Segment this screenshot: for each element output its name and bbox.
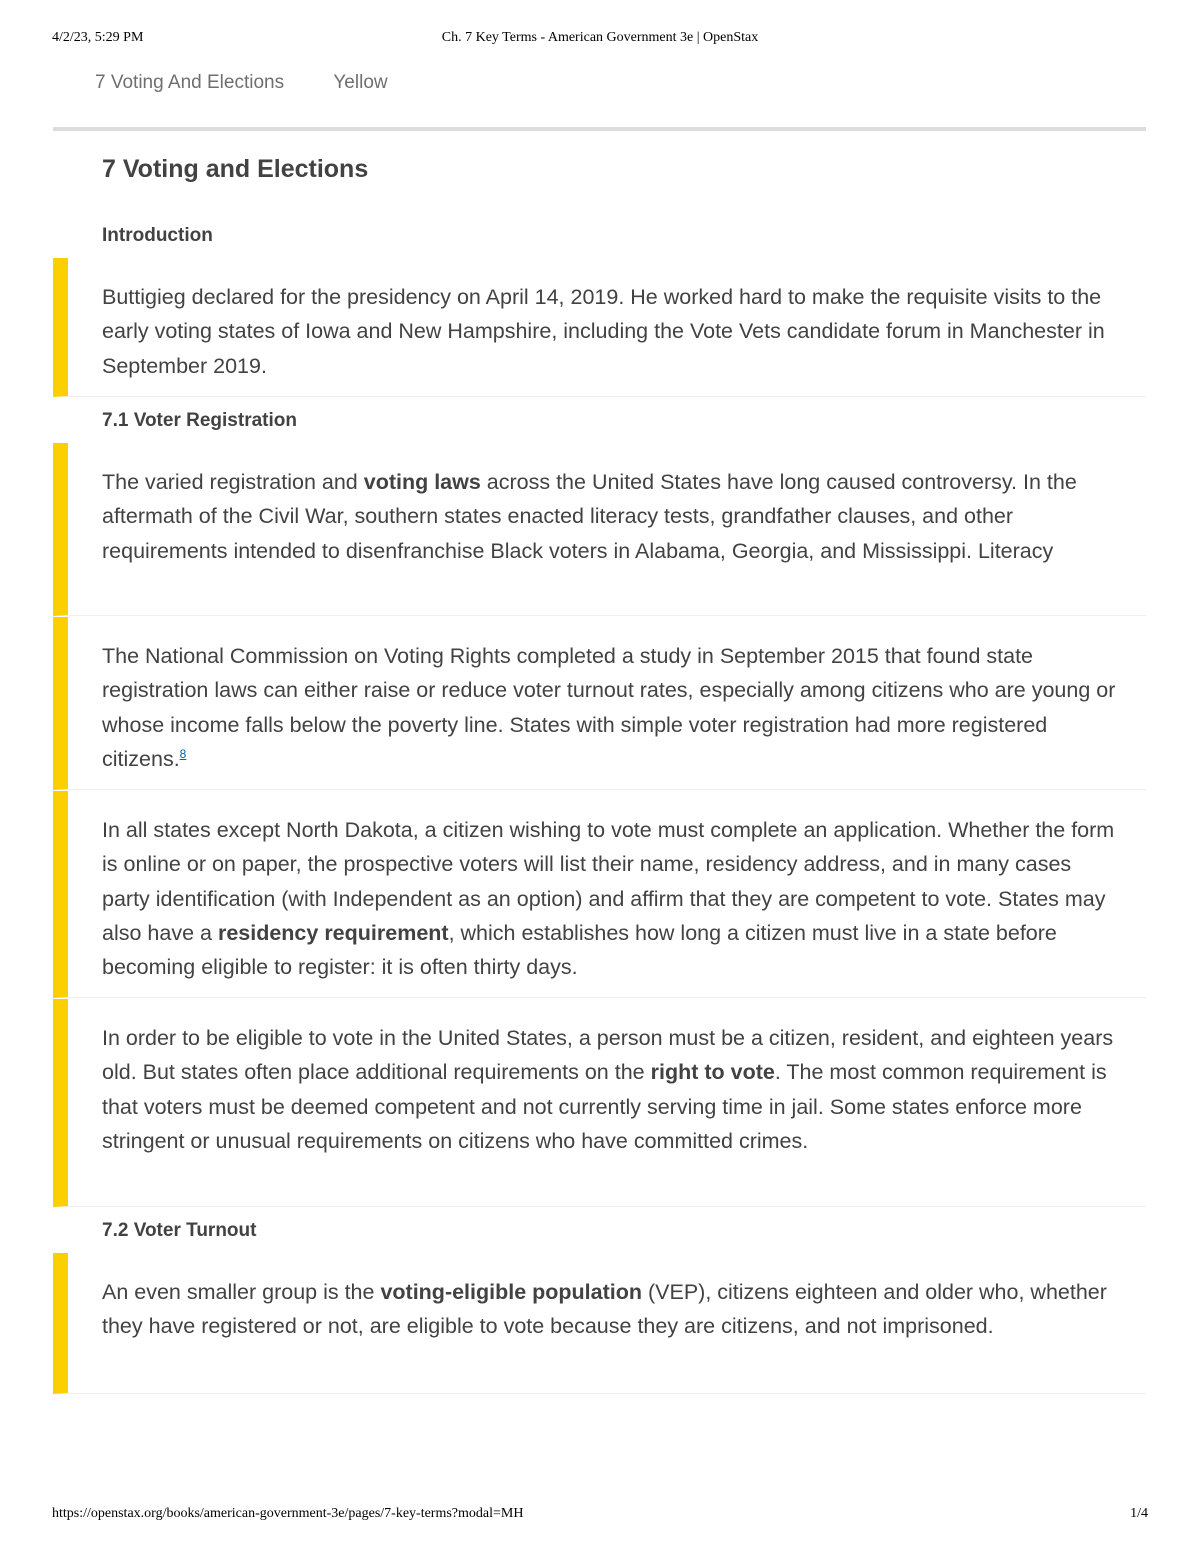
key-term: right to vote [650,1060,775,1085]
highlight-card[interactable] [53,1253,1146,1394]
highlight-text: The varied registration and voting laws across the United States have long caused controversy. In the aftermath of the Civil War, southern states enacted literacy tests, grandfather clauses, and other requirements intended to disenfranchise Black voters in Alabama, Georgia, and Mississippi. Literacy [102,470,1077,563]
highlight-text: The National Commission on Voting Rights completed a study in September 2015 that found state registration laws can either raise or reduce voter turnout rates, especially among citizens who are young or whose income falls below the poverty line. States with simple voter registration had more registered citizens.$^8$ [102,644,1116,771]
print-url: https://openstax.org/books/american-government-3e/pages/7-key-terms?modal=MH [52,1506,524,1521]
color-filter[interactable]: Yellow [333,72,388,93]
highlight-card[interactable] [53,999,1146,1207]
section-title-voter-registration: 7.1 Voter Registration [102,410,297,431]
chapter-filter[interactable]: 7 Voting And Elections [95,72,285,93]
highlight-card[interactable] [53,443,1146,616]
section-title-introduction: Introduction [102,225,213,246]
print-header [52,30,1148,50]
highlight-text: Buttigieg declared for the presidency on April 14, 2019. He worked hard to make the requisite visits to the early voting states of Iowa and New Hampshire, including the Vote Vets candidate forum in Manchester in September 2019. [102,285,1105,378]
highlight-text: An even smaller group is the voting-eligible population (VEP), citizens eighteen and older who, whether they have registered or not, are eligible to vote because they are citizens, and not imprisoned. [102,1280,1107,1339]
print-footer [52,1506,1148,1526]
key-term: voting laws [363,470,481,494]
highlight-text: In all states except North Dakota, a citizen wishing to vote must complete an application. Whether the form is online or on paper, the prospective voters will list their name, residency address, and in many cases party identification (with Independent as an option) and affirm that they are competent to vote. States may also have a residency requirement, which establishes how long a citizen must live in a state before becoming eligible to register: it is often thirty days. [102,818,1115,980]
highlight-card[interactable] [53,791,1146,998]
key-term: voting-eligible population [380,1280,643,1304]
print-datetime: 4/2/23, 5:29 PM [52,30,144,45]
print-page-title: Ch. 7 Key Terms - American Government 3e | OpenStax [441,30,759,45]
highlight-card[interactable] [53,617,1146,790]
chapter-title: 7 Voting and Elections [102,155,369,183]
section-title-voter-turnout: 7.2 Voter Turnout [102,1220,257,1241]
highlight-text: In order to be eligible to vote in the United States, a person must be a citizen, resident, and eighteen years old. But states often place additional requirements on the right to vote. The most common requirement is that voters must be deemed competent and not currently serving time in jail. Some states enforce more stringent or unusual requirements on citizens who have committed crimes. [102,1026,1114,1153]
print-page-number: 1/4 [1130,1506,1148,1521]
key-term: residency requirement [217,920,449,945]
filter-divider [53,127,1146,131]
highlight-filter-bar [95,72,432,102]
highlight-card[interactable] [53,258,1146,397]
footnote-link[interactable]: 8 [179,746,187,761]
